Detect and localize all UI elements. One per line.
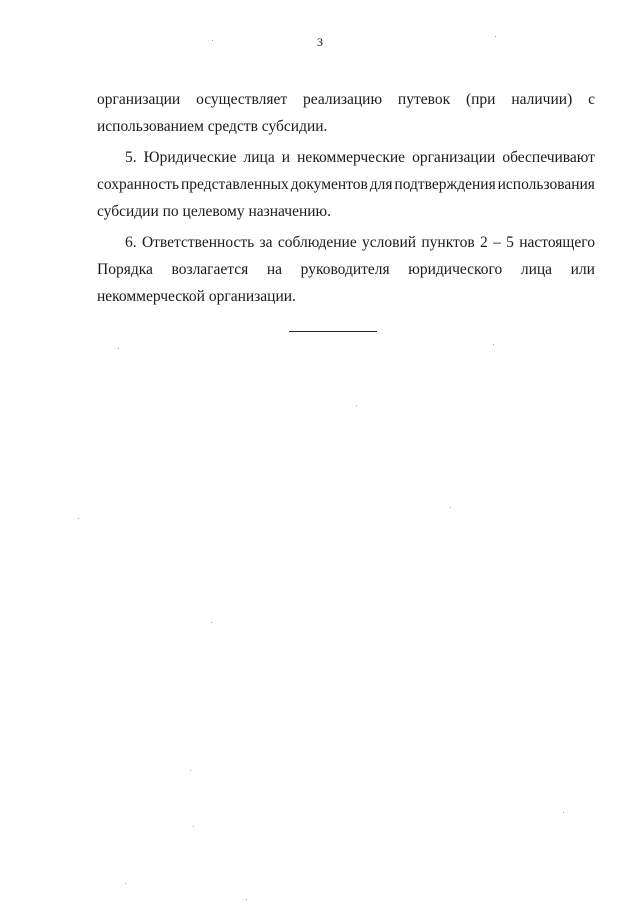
word: Юридические — [143, 149, 237, 166]
paragraph-line — [97, 229, 595, 256]
word: осуществляет — [196, 91, 288, 108]
word: возлагается — [171, 261, 249, 278]
word: 6. — [125, 234, 137, 251]
scan-speck — [246, 899, 247, 900]
scan-speck — [493, 344, 494, 345]
scan-speck — [356, 405, 357, 406]
word: путевок — [397, 91, 451, 108]
word: на — [266, 261, 283, 278]
scan-speck — [563, 812, 564, 813]
word: 5 — [506, 234, 514, 251]
paragraph-line — [97, 256, 595, 283]
paragraph-line — [97, 171, 595, 198]
word: подтверждения — [394, 176, 496, 193]
word: использования — [497, 176, 595, 193]
page-number: 3 — [317, 35, 323, 49]
word: соблюдение — [277, 234, 357, 251]
word: 2 — [480, 234, 488, 251]
paragraph-line: субсидии по целевому назначению. — [97, 203, 332, 220]
end-of-document-rule — [289, 331, 377, 332]
word: за — [259, 234, 273, 251]
scan-speck — [125, 883, 126, 884]
paragraph-line: некоммерческой организации. — [97, 288, 296, 305]
scan-speck — [495, 36, 496, 37]
word: реализацию — [303, 91, 383, 108]
word: лица — [520, 261, 553, 278]
word: лица — [243, 149, 275, 166]
paragraph-line — [97, 86, 595, 113]
paragraph-6 — [97, 229, 595, 310]
scan-speck — [190, 770, 191, 771]
word: и — [281, 149, 291, 166]
word: 5. — [125, 149, 137, 166]
scan-speck — [193, 826, 194, 827]
word: документов — [290, 176, 368, 193]
word: юридического — [408, 261, 503, 278]
scan-speck — [118, 348, 119, 349]
paragraph-line — [97, 144, 595, 171]
scan-speck — [78, 518, 79, 519]
word: сохранность — [97, 176, 180, 193]
word: представленных — [180, 176, 289, 193]
word: условий — [362, 234, 417, 251]
word: руководителя — [300, 261, 390, 278]
word: обеспечивают — [502, 149, 595, 166]
word: организации — [412, 149, 496, 166]
paragraph-line: использованием средств субсидии. — [97, 118, 328, 135]
word: или — [570, 261, 595, 278]
word: пунктов — [421, 234, 475, 251]
scan-speck — [211, 622, 212, 623]
document-body — [97, 86, 595, 310]
scan-speck — [212, 40, 213, 41]
word: настоящего — [519, 234, 595, 251]
word: (при — [465, 91, 496, 108]
scan-speck — [450, 507, 451, 508]
word: с — [588, 91, 595, 108]
word: Порядка — [97, 261, 153, 278]
word: организации — [97, 91, 181, 108]
paragraph-4-continuation — [97, 86, 595, 140]
word: – — [493, 234, 501, 251]
word: некоммерческие — [297, 149, 406, 166]
word: наличии) — [511, 91, 573, 108]
word: Ответственность — [141, 234, 255, 251]
word: для — [369, 176, 393, 193]
paragraph-5 — [97, 144, 595, 225]
